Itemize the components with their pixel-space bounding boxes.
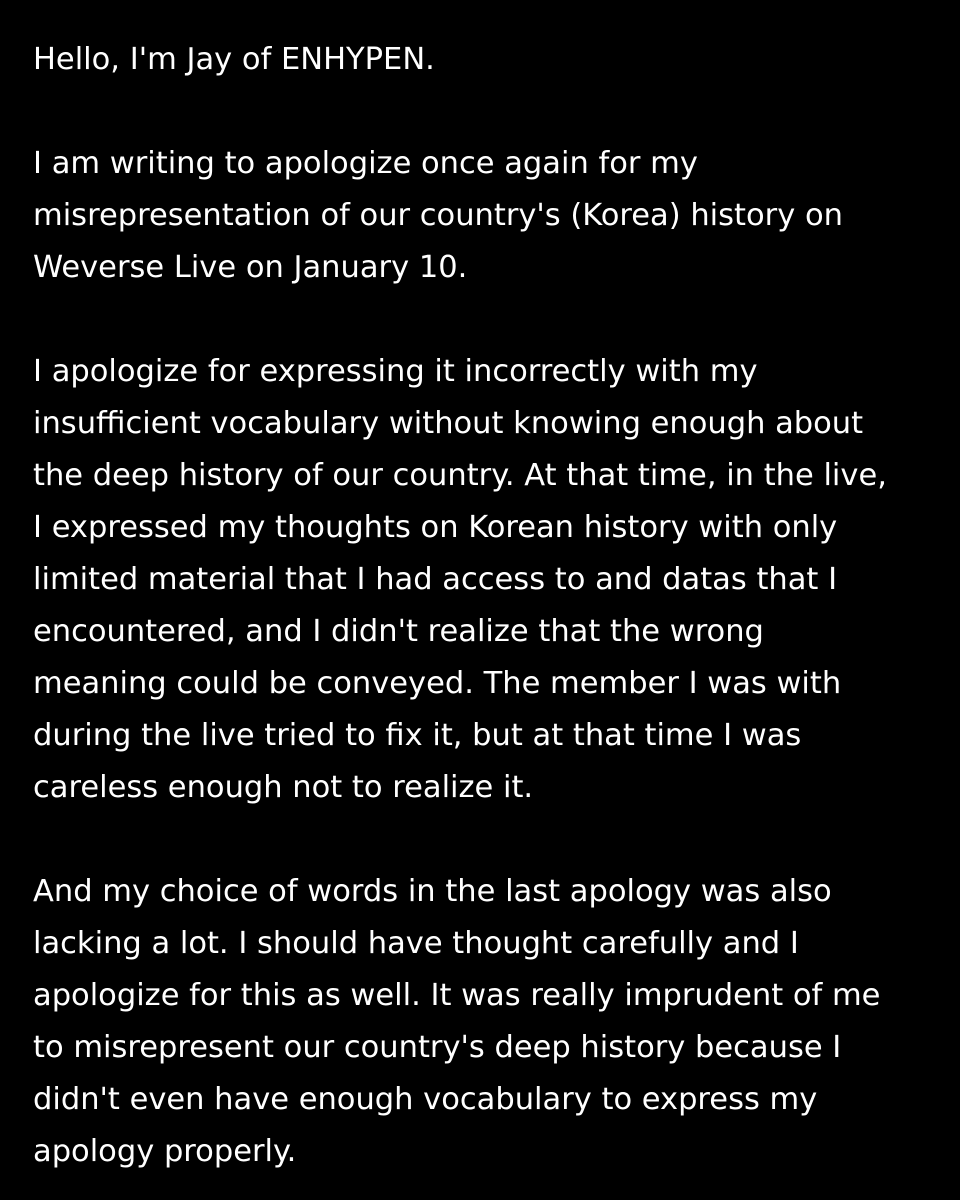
text-line: meaning could be conveyed. The member I was with [33,666,842,701]
paragraph-intro [33,138,940,294]
paragraph-greeting [33,34,940,86]
text-line: I am writing to apologize once again for my [33,146,698,181]
text-line: apology properly. [33,1134,297,1169]
text-line: the deep history of our country. At that time, in the live, [33,458,887,493]
paragraph-closing [33,866,940,1178]
text-line: encountered, and I didn't realize that the wrong [33,614,764,649]
text-line: I expressed my thoughts on Korean history with only [33,510,838,545]
text-line: insufficient vocabulary without knowing enough about [33,406,864,441]
text-line: I apologize for expressing it incorrectly with my [33,354,758,389]
text-line: misrepresentation of our country's (Korea) history on [33,198,843,233]
text-line: apologize for this as well. It was really imprudent of me [33,978,881,1013]
text-line: to misrepresent our country's deep history because I [33,1030,842,1065]
text-line: during the live tried to fix it, but at that time I was [33,718,802,753]
text-line: lacking a lot. I should have thought carefully and I [33,926,799,961]
paragraph-spacer [33,294,940,346]
text-line: careless enough not to realize it. [33,770,534,805]
text-line: And my choice of words in the last apology was also [33,874,832,909]
text-line: limited material that I had access to and datas that I [33,562,838,597]
text-line: Hello, I'm Jay of ENHYPEN. [33,42,435,77]
text-line: didn't even have enough vocabulary to express my [33,1082,818,1117]
paragraph-spacer [33,814,940,866]
paragraph-spacer [33,86,940,138]
paragraph-explanation [33,346,940,814]
text-line: Weverse Live on January 10. [33,250,468,285]
